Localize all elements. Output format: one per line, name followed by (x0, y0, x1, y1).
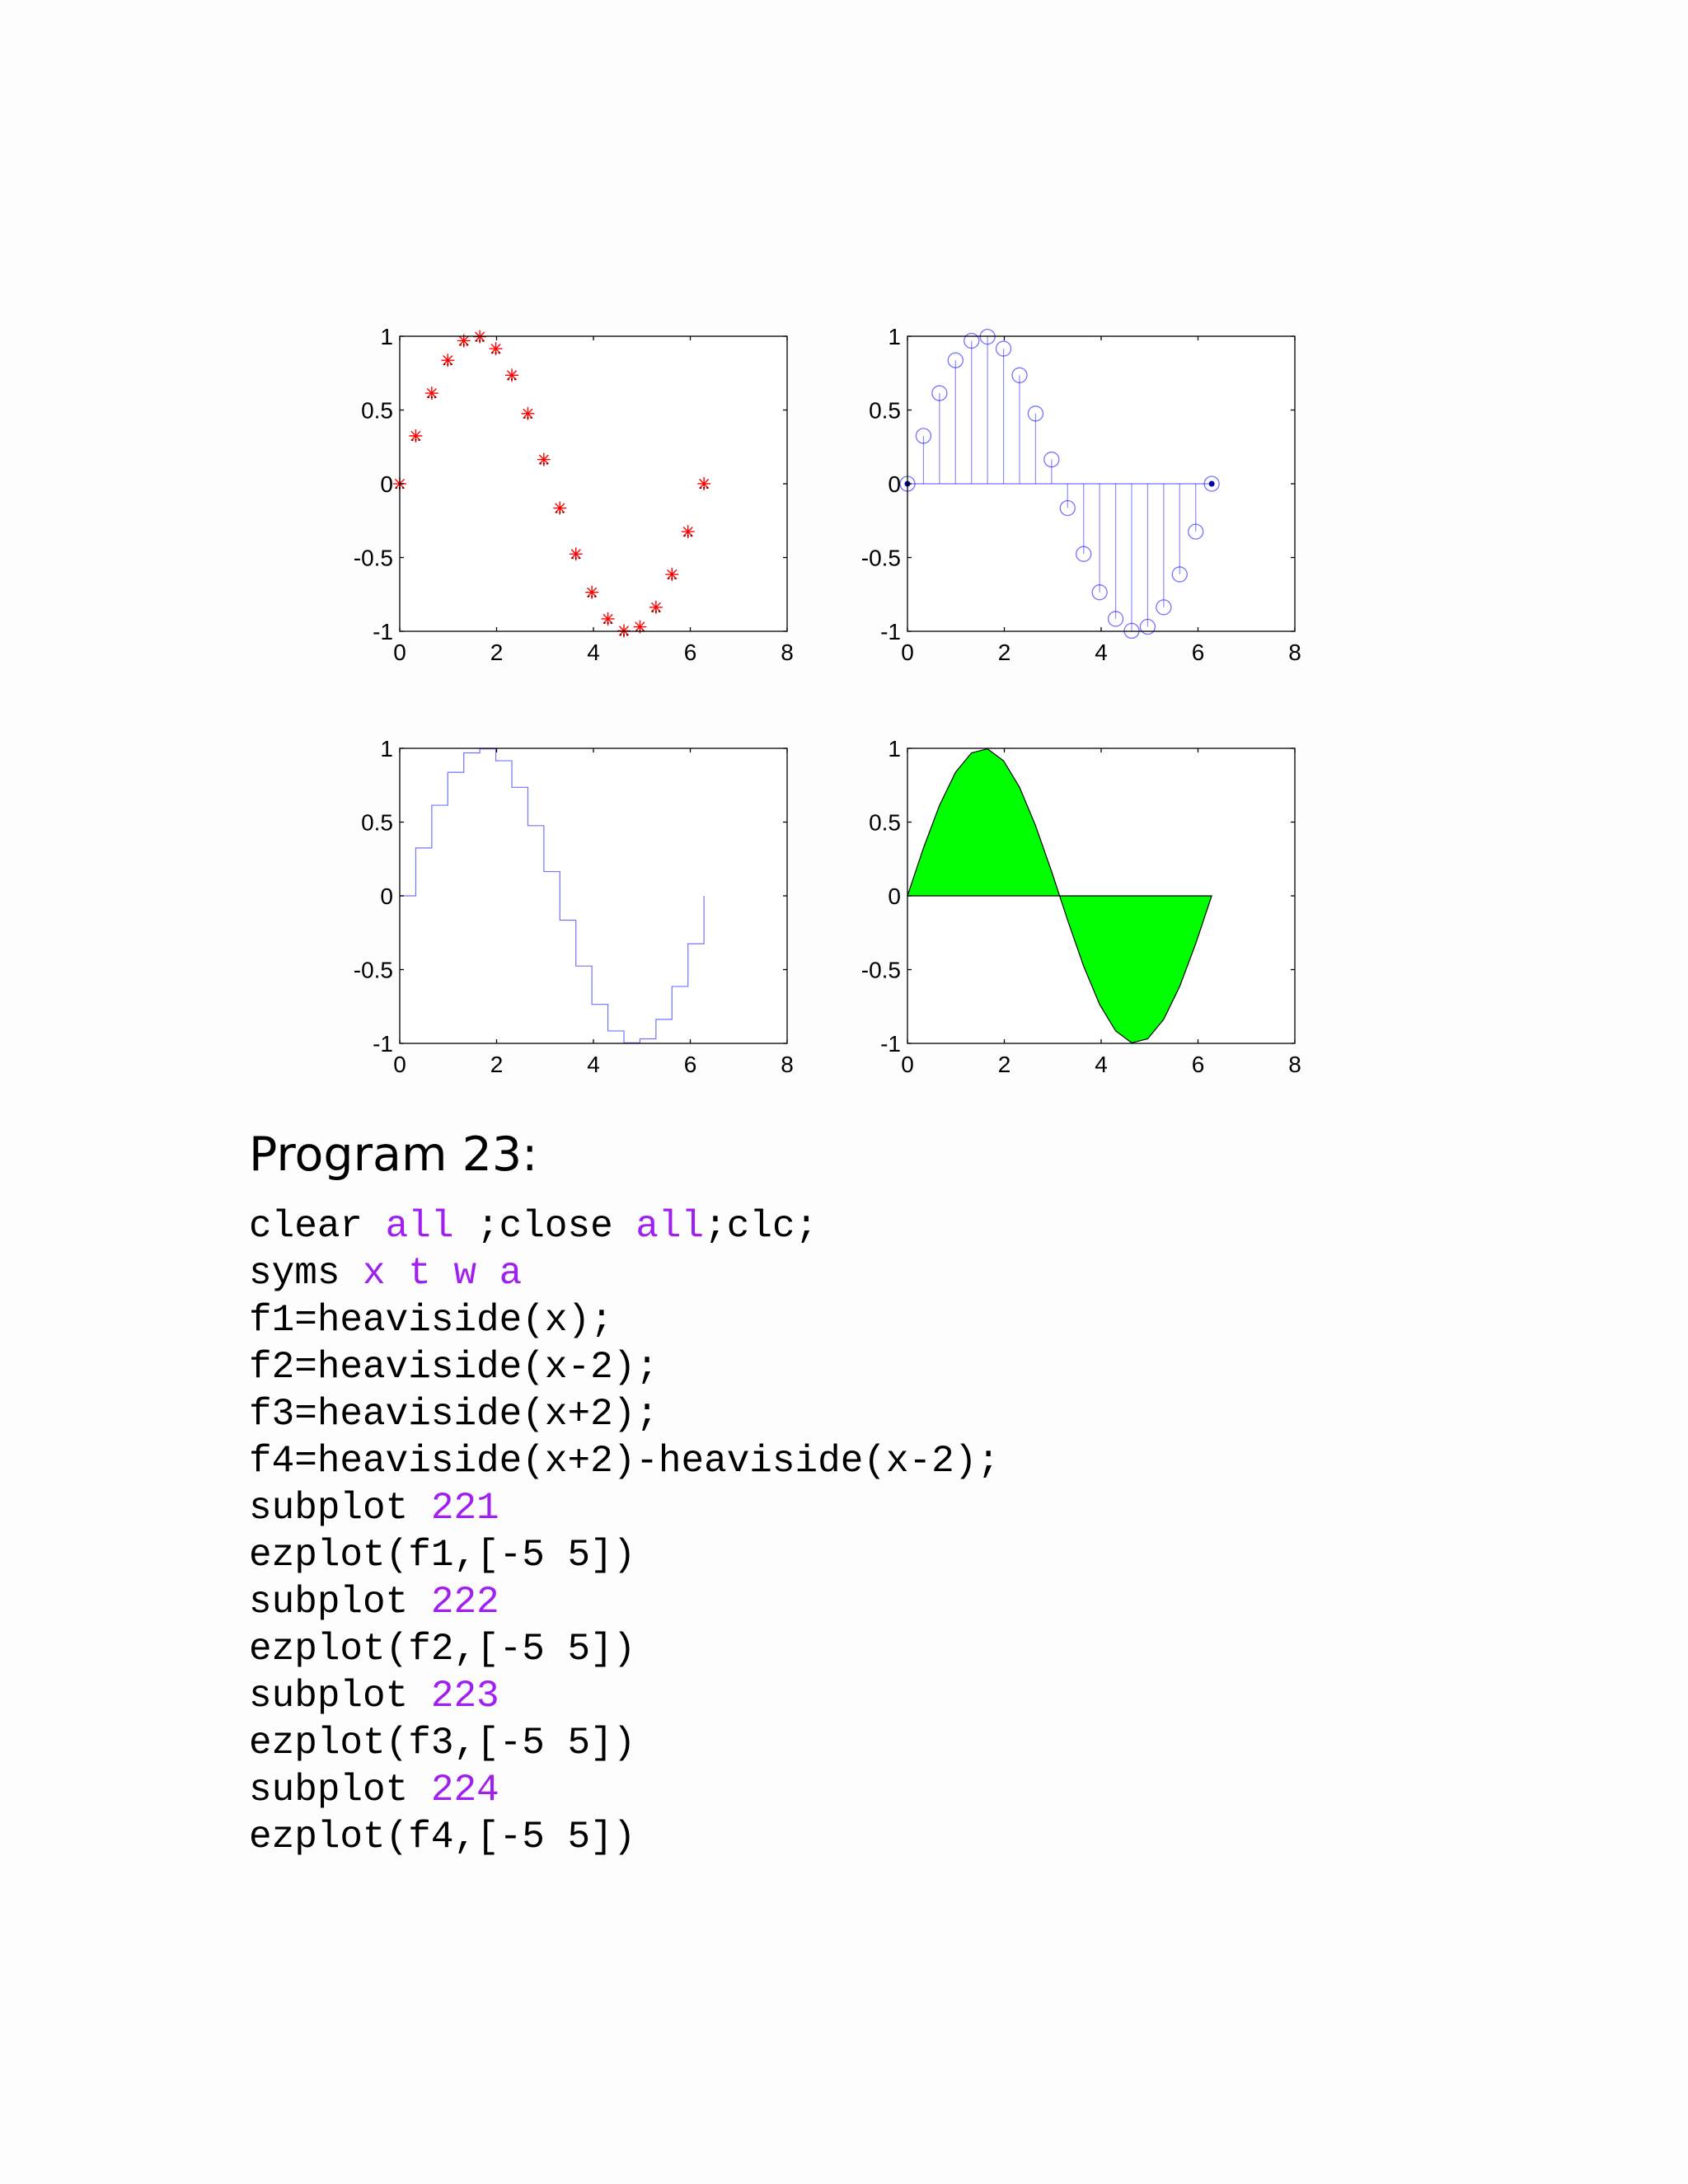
code-line (249, 1814, 1000, 1861)
code-line (249, 1579, 1000, 1626)
x-tick-label: 4 (1095, 1052, 1108, 1077)
x-tick-label: 8 (781, 1052, 794, 1077)
code-text: ;close (453, 1205, 636, 1248)
y-tick-label: -0.5 (353, 545, 393, 571)
star-marker (665, 568, 678, 581)
x-tick-label: 6 (1191, 1052, 1205, 1077)
x-tick-label: 6 (1191, 640, 1205, 665)
y-tick-label: 0.5 (361, 809, 393, 836)
code-keyword: 221 (430, 1487, 499, 1530)
y-tick-label: 0 (380, 883, 393, 909)
star-marker (585, 586, 598, 599)
code-keyword: 222 (430, 1581, 499, 1624)
code-text: subplot (249, 1487, 431, 1530)
x-tick-label: 8 (781, 640, 794, 665)
code-line (249, 1438, 1000, 1485)
star-marker (682, 525, 695, 538)
star-marker (441, 354, 454, 367)
code-keyword: 223 (430, 1675, 499, 1718)
y-tick-label: 0.5 (869, 397, 901, 424)
code-text: f2=heaviside(x-2); (249, 1346, 659, 1389)
code-text: clear (249, 1205, 386, 1248)
code-keyword: 224 (430, 1769, 499, 1811)
y-tick-label: 1 (380, 324, 393, 349)
x-tick-label: 0 (393, 1052, 406, 1077)
x-tick-label: 4 (587, 1052, 600, 1077)
star-marker (697, 477, 710, 490)
code-line (249, 1344, 1000, 1391)
star-marker (553, 501, 566, 514)
x-tick-label: 0 (901, 1052, 914, 1077)
y-tick-label: -1 (880, 619, 901, 644)
star-marker (570, 547, 583, 560)
star-marker (602, 612, 615, 626)
stem-marker-dot (1209, 480, 1215, 486)
code-keyword: all (385, 1205, 454, 1248)
code-line (249, 1720, 1000, 1767)
code-line (249, 1485, 1000, 1532)
subplot-stairs (354, 736, 794, 1077)
subplot-stem (861, 324, 1301, 665)
y-tick-label: -1 (373, 1031, 393, 1057)
y-tick-label: -0.5 (353, 957, 393, 983)
y-tick-label: 0 (380, 471, 393, 497)
star-marker (505, 368, 518, 382)
code-text: ezplot(f4,[-5 5]) (249, 1816, 636, 1858)
code-text: f3=heaviside(x+2); (249, 1393, 659, 1436)
code-text: f4=heaviside(x+2)-heaviside(x-2); (249, 1440, 1000, 1483)
x-tick-label: 6 (683, 1052, 697, 1077)
code-keyword: x t w a (363, 1252, 523, 1295)
y-tick-label: 1 (380, 736, 393, 762)
program-heading: Program 23: (249, 1127, 538, 1182)
y-tick-label: 0.5 (361, 397, 393, 424)
y-tick-label: 0 (888, 471, 901, 497)
code-text: subplot (249, 1675, 431, 1718)
star-marker (490, 342, 503, 355)
x-tick-label: 4 (587, 640, 600, 665)
code-listing (249, 1203, 1000, 1861)
code-line (249, 1767, 1000, 1814)
x-tick-label: 2 (997, 640, 1011, 665)
plot-area (400, 748, 787, 1043)
star-marker (649, 601, 663, 614)
code-keyword: all (635, 1205, 705, 1248)
code-line (249, 1203, 1000, 1250)
x-tick-label: 4 (1095, 640, 1108, 665)
code-text: subplot (249, 1769, 431, 1811)
code-text: syms (249, 1252, 363, 1295)
code-text: ;clc; (704, 1205, 818, 1248)
x-tick-label: 2 (997, 1052, 1011, 1077)
y-tick-label: 1 (888, 324, 901, 349)
y-tick-label: -1 (880, 1031, 901, 1057)
y-tick-label: 0 (888, 883, 901, 909)
plot-area (400, 336, 787, 631)
x-tick-label: 6 (683, 640, 697, 665)
x-tick-label: 8 (1288, 640, 1301, 665)
code-text: ezplot(f2,[-5 5]) (249, 1628, 636, 1671)
y-tick-label: 0.5 (869, 809, 901, 836)
y-tick-label: -0.5 (860, 957, 901, 983)
x-tick-label: 2 (490, 1052, 504, 1077)
subplot-scatter (354, 324, 794, 665)
code-line (249, 1626, 1000, 1673)
code-line (249, 1250, 1000, 1297)
star-marker (537, 453, 551, 466)
x-tick-label: 8 (1288, 1052, 1301, 1077)
star-marker (521, 407, 534, 420)
subplot-fill (861, 736, 1301, 1077)
y-tick-label: 1 (888, 736, 901, 762)
code-line (249, 1532, 1000, 1579)
x-tick-label: 0 (393, 640, 406, 665)
code-line (249, 1673, 1000, 1720)
y-tick-label: -0.5 (860, 545, 901, 571)
x-tick-label: 0 (901, 640, 914, 665)
code-text: ezplot(f3,[-5 5]) (249, 1722, 636, 1765)
code-text: subplot (249, 1581, 431, 1624)
code-text: ezplot(f1,[-5 5]) (249, 1534, 636, 1577)
y-tick-label: -1 (373, 619, 393, 644)
star-marker (409, 429, 422, 443)
star-marker (425, 387, 438, 400)
code-line (249, 1391, 1000, 1438)
x-tick-label: 2 (490, 640, 504, 665)
code-text: f1=heaviside(x); (249, 1299, 613, 1342)
code-line (249, 1297, 1000, 1344)
